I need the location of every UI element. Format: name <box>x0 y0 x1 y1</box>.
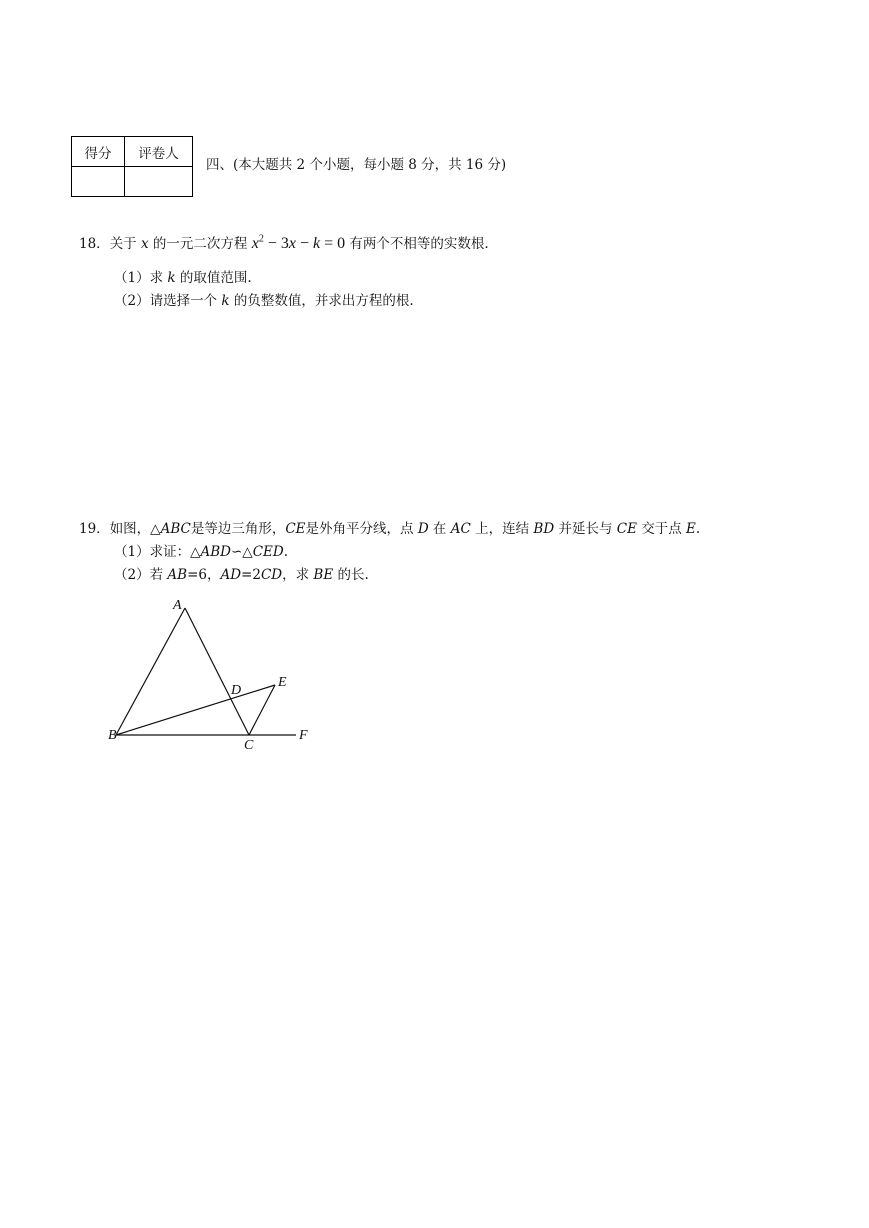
q18-number: 18． <box>79 236 110 252</box>
part1-run: ABD <box>200 544 231 560</box>
q19-part2 <box>114 563 369 583</box>
stem-run: 如图，△ <box>109 521 161 537</box>
part2-run: CD <box>260 567 283 583</box>
part1-run: CED <box>252 544 284 560</box>
q19-number: 19． <box>79 521 110 537</box>
label-a: A <box>173 598 182 613</box>
stem-run: CE <box>285 521 306 537</box>
label-b: B <box>108 728 117 743</box>
stem-run: 是等边三角形， <box>190 521 286 537</box>
label-d: D <box>231 683 242 698</box>
stem-run: D <box>417 521 429 537</box>
q19-part1 <box>114 540 288 560</box>
segment-ac <box>185 608 249 735</box>
score-header: 得分 <box>72 137 125 167</box>
label-f: F <box>299 728 308 743</box>
q18-stem <box>79 232 489 253</box>
part1-run: . <box>283 544 288 560</box>
q18-part2: （2）请选择一个 k 的负整数值，并求出方程的根. <box>114 293 414 309</box>
part2-run: AB <box>167 567 188 583</box>
q18-part1: （1）求 k 的取值范围. <box>114 270 252 286</box>
stem-run: AC <box>450 521 471 537</box>
grader-cell[interactable] <box>125 167 193 197</box>
q19-stem <box>79 517 700 537</box>
part2-run: （2）若 <box>114 567 168 583</box>
score-cell[interactable] <box>72 167 125 197</box>
part2-run: =6， <box>187 567 221 583</box>
part2-run: ，求 <box>282 567 314 583</box>
q18-text: 的一元二次方程 <box>148 236 252 252</box>
q18-equation: $x^2 - 3x - k = 0$ <box>251 233 346 252</box>
part2-run: BE <box>313 567 334 583</box>
label-c: C <box>244 738 254 753</box>
q18-text: 关于 <box>109 236 141 252</box>
segment-be <box>116 685 275 735</box>
grader-header: 评卷人 <box>125 137 193 167</box>
stem-run: 是外角平分线，点 <box>305 521 418 537</box>
triangle-figure <box>100 590 330 760</box>
part2-run: AD <box>220 567 242 583</box>
part1-run: （1）求证：△ <box>114 544 201 560</box>
stem-run: E <box>686 521 696 537</box>
part2-run: 的长. <box>333 567 369 583</box>
stem-run: 并延长与 <box>554 521 617 537</box>
stem-run: ABC <box>160 521 191 537</box>
q18-text: 有两个不相等的实数根. <box>345 236 489 252</box>
q18-var: x <box>140 236 149 252</box>
stem-run: . <box>695 521 701 537</box>
stem-run: 交于点 <box>636 521 687 537</box>
label-e: E <box>278 675 287 690</box>
stem-run: 在 <box>428 521 451 537</box>
stem-run: BD <box>533 521 555 537</box>
stem-run: CE <box>616 521 637 537</box>
section-title: 四、(本大题共 2 个小题，每小题 8 分，共 16 分) <box>206 157 507 173</box>
stem-run: 上，连结 <box>470 521 534 537</box>
score-table <box>71 136 193 197</box>
part2-run: =2 <box>241 567 261 583</box>
part1-run: ∽△ <box>230 544 253 560</box>
